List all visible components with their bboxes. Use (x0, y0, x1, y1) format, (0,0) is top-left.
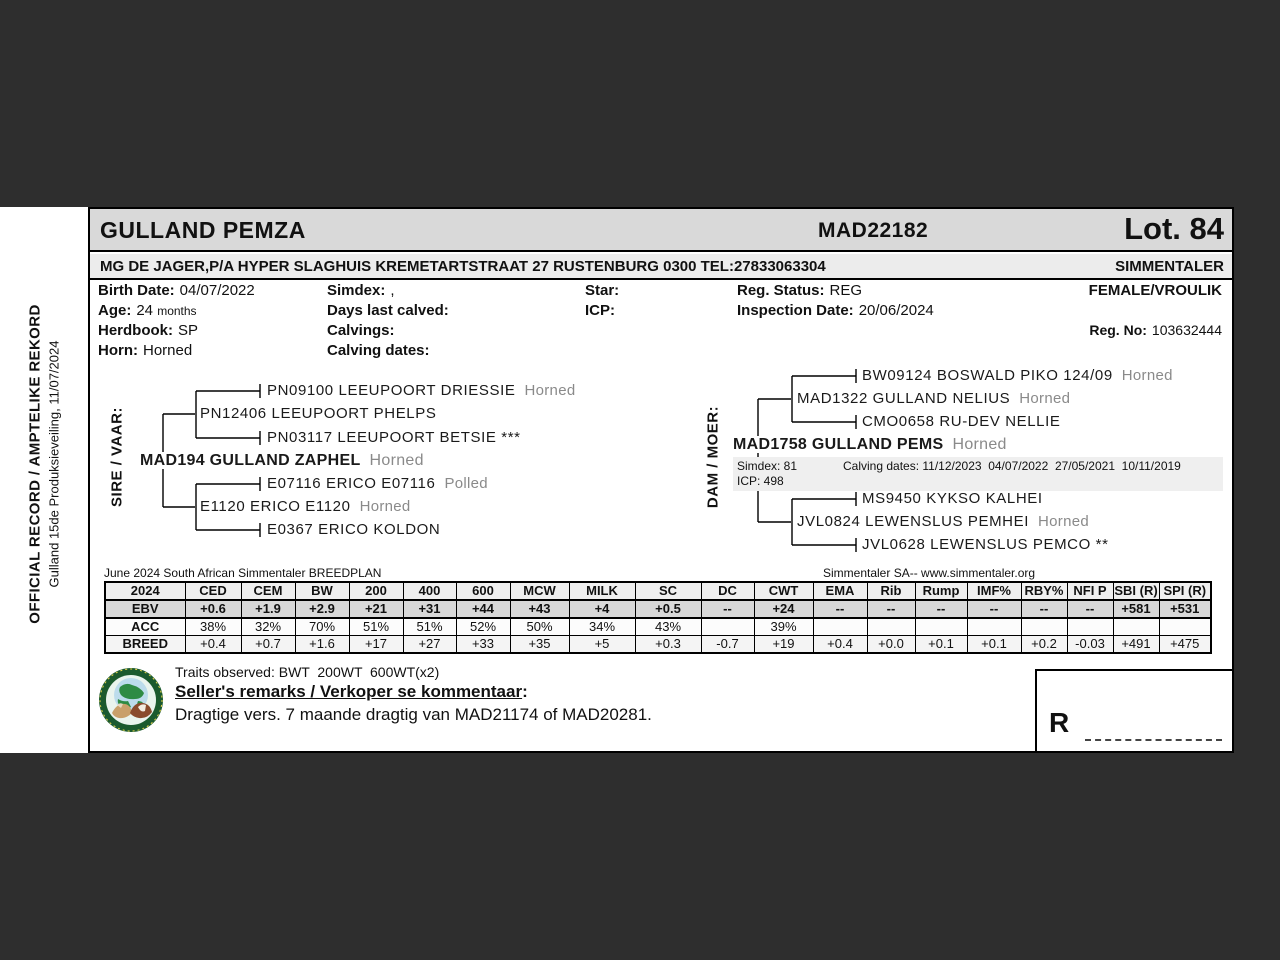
breedplan-cell: 38% (185, 618, 241, 636)
breedplan-cell: 43% (635, 618, 701, 636)
breedplan-col-header: Rib (867, 582, 915, 600)
breedplan-row-breed (105, 636, 1211, 654)
breedplan-col-header: EMA (813, 582, 867, 600)
breedplan-cell: -- (813, 600, 867, 618)
sire-grandparent-row: PN09100 LEEUPOORT DRIESSIE Horned (267, 382, 576, 399)
breedplan-cell: 51% (403, 618, 456, 636)
age-value: 24 (136, 302, 154, 319)
breedplan-col-header: SC (635, 582, 701, 600)
breedplan-row-acc (105, 618, 1211, 636)
breedplan-cell: +581 (1113, 600, 1159, 618)
breedplan-cell: +0.1 (967, 636, 1021, 654)
breedplan-cell (701, 618, 754, 636)
reg-status-label: Reg. Status: (737, 282, 825, 299)
inspection-date-value: 20/06/2024 (858, 302, 934, 319)
breedplan-cell: +33 (456, 636, 510, 654)
side-banner-strip (0, 207, 88, 753)
age-unit: months (157, 304, 197, 318)
dam-calving-dates: Calving dates: 11/12/2023 04/07/2022 27/05/2021 10/11/2019 (843, 459, 1181, 473)
breedplan-cell (813, 618, 867, 636)
breedplan-cell: +0.5 (635, 600, 701, 618)
breedplan-header-row (105, 582, 1211, 600)
info-row-3 (90, 322, 1232, 340)
breedplan-cell: -- (967, 600, 1021, 618)
simmentaler-logo (98, 667, 164, 733)
breedplan-cell: -- (915, 600, 967, 618)
breedplan-col-header: RBY% (1021, 582, 1067, 600)
breedplan-cell (915, 618, 967, 636)
breedplan-cell: -- (701, 600, 754, 618)
breedplan-col-header: IMF% (967, 582, 1021, 600)
sire-parent-row: E1120 ERICO E1120 Horned (200, 498, 411, 515)
reg-status-value: REG (829, 282, 863, 299)
side-banner (0, 207, 88, 753)
breedplan-cell: +0.4 (813, 636, 867, 654)
breedplan-cell (1067, 618, 1113, 636)
breedplan-cell: +0.6 (185, 600, 241, 618)
breedplan-col-header: NFI P (1067, 582, 1113, 600)
breedplan-cell (1159, 618, 1211, 636)
info-row-1 (90, 282, 1232, 300)
sire-grandparent-row: PN03117 LEEUPOORT BETSIE *** (267, 429, 521, 446)
breedplan-cell: +31 (403, 600, 456, 618)
breedplan-cell: 52% (456, 618, 510, 636)
sellers-remarks-text: Dragtige vers. 7 maande dragtig van MAD21174 of MAD20281. (175, 705, 652, 724)
price-signature-line (1085, 739, 1222, 741)
dam-name-row: MAD1758 GULLAND PEMS Horned (733, 436, 1011, 453)
breedplan-col-header: 200 (349, 582, 403, 600)
breedplan-cell: +0.2 (1021, 636, 1067, 654)
sex-label: FEMALE/VROULIK (1088, 282, 1222, 299)
dam-parent-row: JVL0824 LEWENSLUS PEMHEI Horned (797, 513, 1089, 530)
sire-grandparent-row: E0367 ERICO KOLDON (267, 521, 441, 538)
horn-label: Horn: (98, 342, 138, 359)
breedplan-cell: 39% (754, 618, 813, 636)
breedplan-col-header: 400 (403, 582, 456, 600)
breeder-band (90, 254, 1232, 280)
sire-section-label: SIRE / VAAR: (108, 407, 126, 507)
lot-number: Lot. 84 (1124, 211, 1224, 246)
breedplan-col-header: BW (295, 582, 349, 600)
breedplan-row-label: ACC (105, 618, 185, 636)
days-last-calved-label: Days last calved: (327, 302, 449, 319)
breedplan-cell: +19 (754, 636, 813, 654)
sire-parent-row: PN12406 LEEUPOORT PHELPS (200, 405, 437, 422)
breedplan-cell: +24 (754, 600, 813, 618)
breedplan-cell: +0.4 (185, 636, 241, 654)
dam-simdex: Simdex: 81 (737, 459, 798, 473)
animal-id: MAD22182 (818, 219, 929, 242)
breedplan-col-header: MCW (510, 582, 569, 600)
breedplan-col-header: SBI (R) (1114, 583, 1158, 598)
breedplan-row-label: EBV (105, 600, 185, 618)
breedplan-cell: +0.1 (915, 636, 967, 654)
breedplan-cell: 50% (510, 618, 569, 636)
breedplan-cell: +0.0 (867, 636, 915, 654)
breedplan-cell: +44 (456, 600, 510, 618)
horn-value: Horned (143, 342, 193, 359)
breedplan-cell: +27 (403, 636, 456, 654)
breedplan-cell: 34% (569, 618, 635, 636)
dam-parent-row: MAD1322 GULLAND NELIUS Horned (797, 390, 1071, 407)
birth-date-value: 04/07/2022 (179, 282, 255, 299)
breedplan-cell: +35 (510, 636, 569, 654)
sellers-remarks-heading: Seller's remarks / Verkoper se kommentaar: (175, 682, 528, 701)
breedplan-cell: +2.9 (295, 600, 349, 618)
dam-grandparent-row: BW09124 BOSWALD PIKO 124/09 Horned (862, 367, 1173, 384)
dam-grandparent-row: MS9450 KYKSO KALHEI (862, 490, 1043, 507)
simdex-label: Simdex: (327, 282, 386, 299)
breedplan-cell (1021, 618, 1067, 636)
breedplan-col-header: CWT (754, 582, 813, 600)
breedplan-cell: +4 (569, 600, 635, 618)
calving-dates-label: Calving dates: (327, 342, 430, 359)
age-label: Age: (98, 302, 132, 319)
document-header-band (90, 209, 1232, 252)
breedplan-cell: +475 (1159, 636, 1211, 654)
herdbook-value: SP (178, 322, 199, 339)
breedplan-cell: 32% (241, 618, 295, 636)
info-row-2 (90, 302, 1232, 320)
reg-no-label: Reg. No: (1089, 322, 1147, 338)
simmentaler-sa-caption: Simmentaler SA-- www.simmentaler.org (823, 566, 1036, 580)
dam-grandparent-row: JVL0628 LEWENSLUS PEMCO ** (862, 536, 1109, 553)
breedplan-col-header: SPI (R) (1159, 582, 1211, 600)
breedplan-cell: +5 (569, 636, 635, 654)
simdex-value: , (390, 282, 395, 299)
icp-label: ICP: (585, 302, 615, 319)
breedplan-row-label: BREED (105, 636, 185, 654)
breedplan-cell: -- (867, 600, 915, 618)
breedplan-cell: +0.3 (635, 636, 701, 654)
price-box (1035, 669, 1232, 751)
sire-name-row: MAD194 GULLAND ZAPHEL Horned (140, 452, 428, 469)
sire-grandparent-row: E07116 ERICO E07116 Polled (267, 475, 488, 492)
breedplan-col-header: DC (701, 582, 754, 600)
breedplan-col-header: CED (185, 582, 241, 600)
star-label: Star: (585, 282, 620, 299)
sale-name-label: Gulland 15de Produksieveiling, 11/07/2024 (46, 340, 62, 588)
animal-name-title: GULLAND PEMZA (100, 217, 306, 243)
lot-record-document (88, 207, 1234, 753)
dam-section (702, 396, 724, 518)
breedplan-cell: +43 (510, 600, 569, 618)
dam-icp: ICP: 498 (737, 474, 784, 488)
breeder-contact-line: MG DE JAGER,P/A HYPER SLAGHUIS KREMETARTSTRAAT 27 RUSTENBURG 0300 TEL:27833063304 (100, 258, 826, 275)
currency-r-label: R (1049, 707, 1070, 738)
inspection-date-label: Inspection Date: (737, 302, 854, 319)
breedplan-cell (967, 618, 1021, 636)
breedplan-col-header: MILK (569, 582, 635, 600)
breedplan-cell: -0.7 (701, 636, 754, 654)
breedplan-table (104, 581, 1212, 654)
breedplan-cell: +0.7 (241, 636, 295, 654)
breedplan-cell: +21 (349, 600, 403, 618)
breedplan-caption: June 2024 South African Simmentaler BREEDPLAN (104, 566, 382, 580)
breedplan-col-header: CEM (241, 582, 295, 600)
breedplan-cell: +17 (349, 636, 403, 654)
info-row-4 (90, 342, 1232, 360)
traits-observed-line: Traits observed: BWT 200WT 600WT(x2) (175, 664, 440, 680)
breed-name: SIMMENTALER (1115, 258, 1224, 275)
breedplan-cell: +491 (1113, 636, 1159, 654)
breedplan-col-header: 600 (456, 582, 510, 600)
breedplan-cell (867, 618, 915, 636)
dam-grandparent-row: CMO0658 RU-DEV NELLIE (862, 413, 1061, 430)
calvings-label: Calvings: (327, 322, 395, 339)
breedplan-cell: -0.03 (1067, 636, 1113, 654)
herdbook-label: Herdbook: (98, 322, 173, 339)
dam-section-label: DAM / MOER: (704, 405, 722, 509)
breedplan-row-ebv (105, 600, 1211, 618)
breedplan-col-header: Rump (915, 582, 967, 600)
breedplan-cell: 70% (295, 618, 349, 636)
official-record-label: OFFICIAL RECORD / AMPTELIKE REKORD (26, 303, 44, 624)
breedplan-col-header: 2024 (105, 582, 185, 600)
reg-no-value: 103632444 (1151, 322, 1222, 338)
breedplan-cell: 51% (349, 618, 403, 636)
breedplan-cell: -- (1021, 600, 1067, 618)
birth-date-label: Birth Date: (98, 282, 175, 299)
breedplan-cell: -- (1067, 600, 1113, 618)
sire-section (106, 396, 128, 518)
breedplan-cell: +531 (1159, 600, 1211, 618)
breedplan-cell: +1.6 (295, 636, 349, 654)
breedplan-cell (1113, 618, 1159, 636)
breedplan-cell: +1.9 (241, 600, 295, 618)
dam-details-band (733, 457, 1223, 491)
